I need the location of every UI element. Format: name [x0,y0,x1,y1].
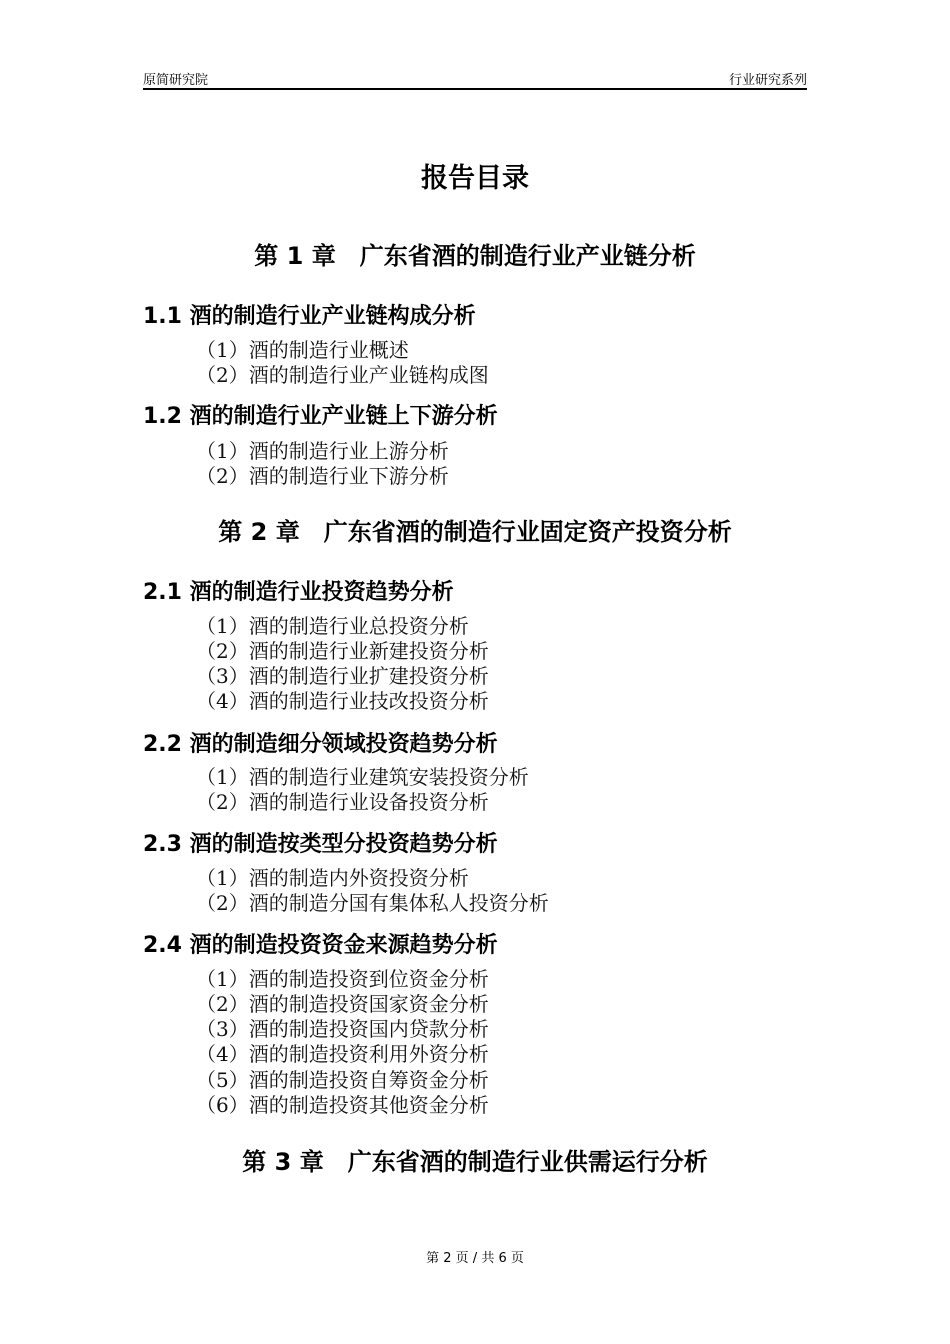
chapter-heading: 第 2 章 广东省酒的制造行业固定资产投资分析 [218,518,732,546]
toc-item: （3）酒的制造投资国内贷款分析 [196,1017,489,1041]
section-heading: 2.3 酒的制造按类型分投资趋势分析 [143,832,498,857]
toc-item: （1）酒的制造内外资投资分析 [196,866,469,890]
section-heading: 1.2 酒的制造行业产业链上下游分析 [143,404,498,429]
toc-item: （5）酒的制造投资自筹资金分析 [196,1068,489,1092]
toc-item: （1）酒的制造行业上游分析 [196,439,449,463]
toc-item: （2）酒的制造行业产业链构成图 [196,363,489,387]
page-number: 第 2 页 / 共 6 页 [426,1251,524,1266]
toc-item: （4）酒的制造投资利用外资分析 [196,1042,489,1066]
toc-item: （2）酒的制造行业设备投资分析 [196,790,489,814]
page-title: 报告目录 [421,163,529,194]
section-heading: 2.2 酒的制造细分领域投资趋势分析 [143,732,498,757]
toc-item: （2）酒的制造分国有集体私人投资分析 [196,891,549,915]
toc-item: （4）酒的制造行业技改投资分析 [196,689,489,713]
toc-item: （2）酒的制造投资国家资金分析 [196,992,489,1016]
toc-item: （1）酒的制造投资到位资金分析 [196,967,489,991]
page-header [143,68,807,90]
toc-item: （1）酒的制造行业建筑安装投资分析 [196,765,529,789]
toc-item: （3）酒的制造行业扩建投资分析 [196,664,489,688]
toc-item: （2）酒的制造行业新建投资分析 [196,639,489,663]
toc-item: （2）酒的制造行业下游分析 [196,464,449,488]
toc-item: （1）酒的制造行业概述 [196,338,409,362]
header-series-name: 行业研究系列 [728,73,807,88]
section-heading: 1.1 酒的制造行业产业链构成分析 [143,304,476,329]
toc-item: （6）酒的制造投资其他资金分析 [196,1093,489,1117]
chapter-heading: 第 1 章 广东省酒的制造行业产业链分析 [254,242,696,270]
toc-item: （1）酒的制造行业总投资分析 [196,614,469,638]
chapter-heading: 第 3 章 广东省酒的制造行业供需运行分析 [242,1148,708,1176]
section-heading: 2.1 酒的制造行业投资趋势分析 [143,580,454,605]
header-org-name: 原简研究院 [143,73,209,88]
section-heading: 2.4 酒的制造投资资金来源趋势分析 [143,933,498,958]
